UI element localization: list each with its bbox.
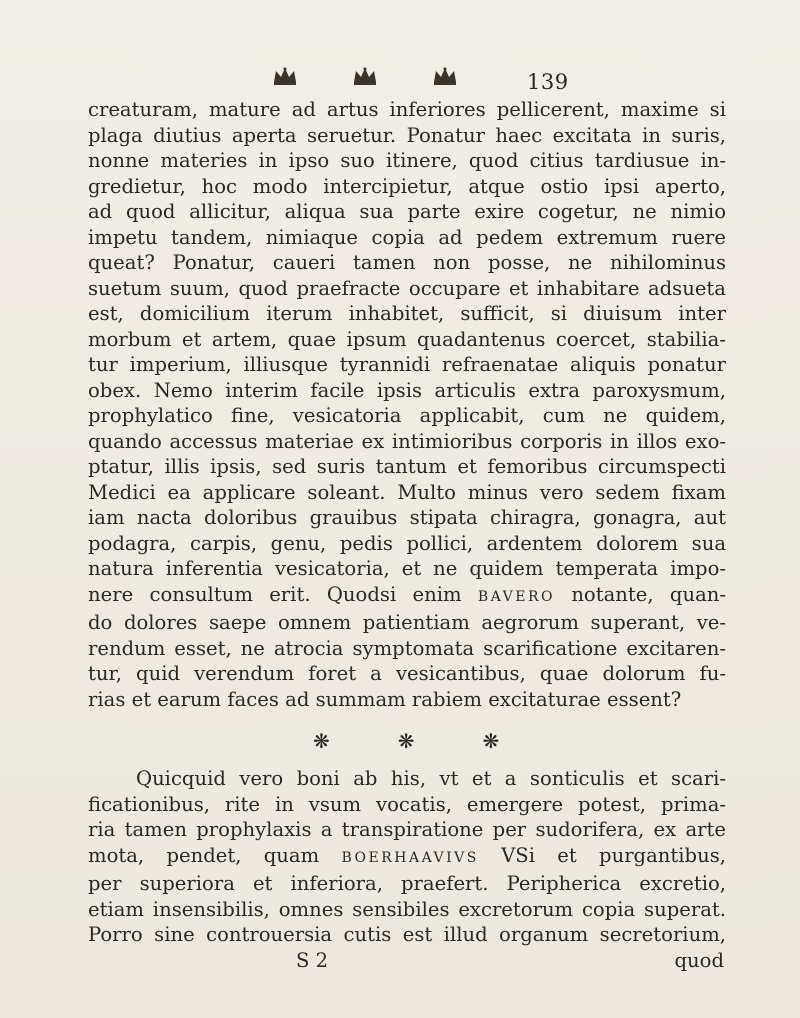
signature-mark: S 2	[296, 948, 329, 972]
text-line	[88, 843, 726, 872]
asterism-icon: ❋	[397, 729, 415, 754]
text-line: Quicquid vero boni ab his, vt et a sonticulis et scari-	[136, 767, 726, 790]
text-segment: VSi et purgantibus,	[501, 843, 726, 867]
text-line: per superiora et inferiora, praefert. Peripherica excretio,	[88, 872, 726, 895]
text-line: ria tamen prophylaxis a transpiratione per sudorifera, ex arte	[88, 818, 726, 841]
text-line: ficationibus, rite in vsum vocatis, emergere potest, prima-	[88, 792, 726, 816]
text-line: obex. Nemo interim facile ipsis articulis extra paroxysmum,	[88, 378, 726, 402]
text-line: prophylatico fine, vesicatoria applicabit, cum ne quidem,	[88, 404, 726, 427]
text-line: est, domicilium iterum inhabitet, sufficit, si diuisum inter	[88, 302, 726, 325]
text-segment: nere consultum erit. Quodsi enim	[88, 582, 462, 606]
text-segment: mota, pendet, quam	[88, 843, 320, 867]
author-name-boerhaavius: BOERHAAVIVS	[341, 849, 479, 866]
asterism-icon: ❋	[482, 729, 500, 754]
text-line: podagra, carpis, genu, pedis pollici, ardentem dolorem sua	[88, 531, 726, 555]
text-line: impetu tandem, nimiaque copia ad pedem extremum ruere	[88, 225, 726, 249]
text-line: ptatur, illis ipsis, sed suris tantum et femoribus circumspecti	[88, 455, 726, 478]
text-line: Porro sine controuersia cutis est illud organum secretorium,	[88, 923, 726, 946]
text-line: rendum esset, ne atrocia symptomata scarificatione excitaren-	[88, 636, 726, 660]
paragraph-1	[88, 97, 726, 712]
text-line: suetum suum, quod praefracte occupare et inhabitare adsueta	[88, 276, 726, 300]
text-line: tur imperium, illiusque tyrannidi refraenatae aliquis ponatur	[88, 353, 726, 376]
header-ornaments	[272, 66, 458, 86]
text-line: quando accessus materiae ex intimioribus corporis in illos exo-	[88, 429, 726, 453]
text-line: ad quod allicitur, aliqua sua parte exire cogetur, ne nimio	[88, 200, 726, 223]
text-line: queat? Ponatur, caueri tamen non posse, ne nihilominus	[88, 251, 726, 274]
text-line: morbum et artem, quae ipsum quadantenus coercet, stabilia-	[88, 327, 726, 351]
text-line: do dolores saepe omnem patientiam aegrorum superant, ve-	[88, 611, 726, 634]
text-line: creaturam, mature ad artus inferiores pellicerent, maxime si	[88, 98, 726, 121]
section-divider	[313, 729, 726, 755]
text-line: plaga diutius aperta seruetur. Ponatur haec excitata in suris,	[88, 123, 726, 147]
text-line: iam nacta doloribus grauibus stipata chiragra, gonagra, aut	[88, 506, 726, 529]
body-text	[88, 97, 726, 973]
text-line: rias et earum faces ad summam rabiem excitaturae essent?	[88, 687, 682, 711]
text-line: nonne materies in ipso suo itinere, quod citius tardiusue in-	[88, 149, 726, 172]
text-line: etiam insensibilis, omnes sensibiles excretorum copia superat.	[88, 897, 726, 921]
page-number: 139	[527, 70, 569, 94]
crown-ornament-icon	[272, 66, 298, 86]
text-line: natura inferentia vesicatoria, et ne quidem temperata impo-	[88, 557, 726, 580]
page-footer	[88, 948, 726, 974]
text-segment: notante, quan-	[571, 582, 727, 606]
text-line: tur, quid verendum foret a vesicantibus, quae dolorum fu-	[88, 662, 726, 685]
paragraph-2	[88, 766, 726, 948]
author-name-bavero: BAVERO	[477, 588, 555, 605]
crown-ornament-icon	[432, 66, 458, 86]
text-line: gredietur, hoc modo intercipietur, atque ostio ipsi aperto,	[88, 174, 726, 198]
catchword: quod	[674, 948, 724, 972]
text-line	[88, 582, 726, 611]
crown-ornament-icon	[352, 66, 378, 86]
asterism-icon: ❋	[313, 729, 330, 754]
text-line: Medici ea applicare soleant. Multo minus vero sedem fixam	[88, 480, 726, 504]
